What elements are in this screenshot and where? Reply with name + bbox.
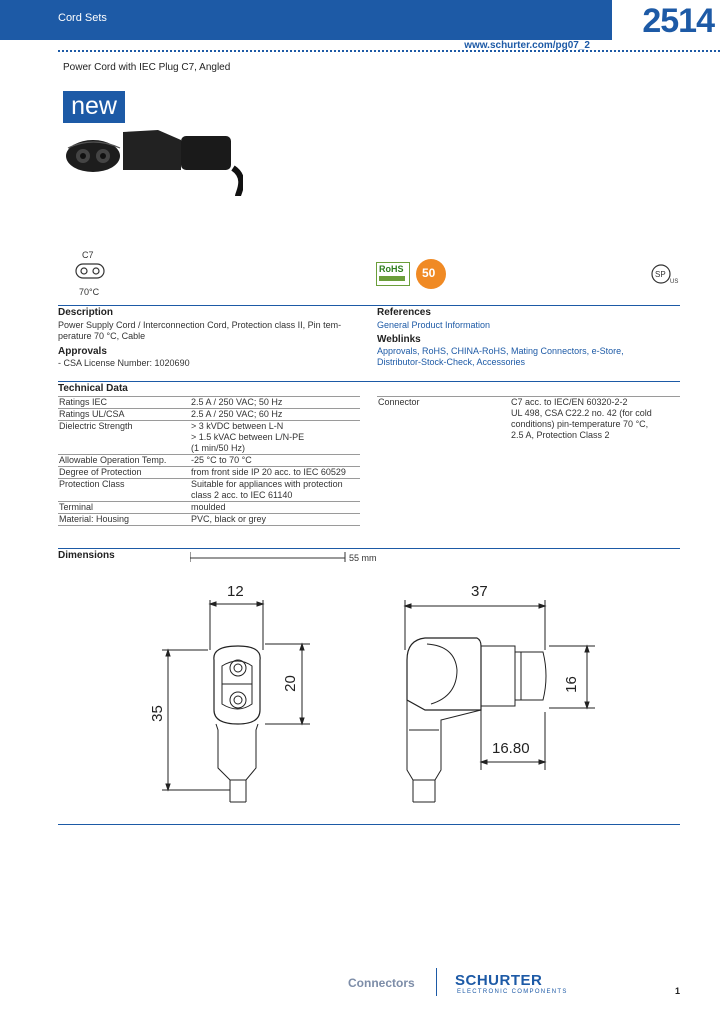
description-text: Power Supply Cord / Interconnection Cord, Protection class II, Pin tem- perature 70 °C, Cable <box>58 320 342 341</box>
tech-value: -25 °C to 70 °C <box>191 455 252 465</box>
approvals-text: - CSA License Number: 1020690 <box>58 358 190 368</box>
connector-code: C7 <box>82 250 94 260</box>
technical-data-table <box>58 396 360 526</box>
dim-side-offset: 16.80 <box>492 740 530 757</box>
dimensions-heading: Dimensions <box>58 550 115 561</box>
tech-value: > 3 kVDC between L-N > 1.5 kVAC between L/N-PE (1 min/50 Hz) <box>191 421 305 453</box>
tech-label: Protection Class <box>59 479 125 489</box>
dim-front-width: 12 <box>227 583 244 600</box>
references-heading: References <box>377 307 431 318</box>
product-number-box <box>612 0 720 40</box>
tech-value: 2.5 A / 250 VAC; 60 Hz <box>191 409 283 419</box>
tech-label: Terminal <box>59 502 94 512</box>
tech-value: from front side IP 20 acc. to IEC 60529 <box>191 467 346 477</box>
dim-side-height: 16 <box>562 676 580 693</box>
product-url-link[interactable]: www.schurter.com/pg07_2 <box>464 40 590 51</box>
front-view-drawing <box>150 580 320 810</box>
logo-subtitle: ELECTRONIC COMPONENTS <box>457 989 568 995</box>
eco-50-icon: 50 <box>416 259 446 289</box>
schurter-logo <box>455 972 585 998</box>
tech-value: Suitable for appliances with protection class 2 acc. to IEC 61140 <box>191 479 343 500</box>
section-divider <box>58 381 680 382</box>
tech-row <box>58 397 360 409</box>
csa-us-icon <box>649 263 679 285</box>
tech-label: Ratings UL/CSA <box>59 409 125 419</box>
connector-label: Connector <box>378 397 420 407</box>
tech-value: PVC, black or grey <box>191 514 267 524</box>
dim-front-height: 35 <box>148 705 166 722</box>
tech-label: Material: Housing <box>59 514 130 524</box>
tech-label: Allowable Operation Temp. <box>59 455 167 465</box>
scale-bar <box>190 549 350 563</box>
weblinks-heading: Weblinks <box>377 334 421 345</box>
weblinks-line-1[interactable]: Approvals, RoHS, CHINA-RoHS, Mating Connectors, e-Store, <box>377 346 624 356</box>
general-info-link[interactable]: General Product Information <box>377 320 491 330</box>
section-divider <box>58 548 680 549</box>
tech-value: moulded <box>191 502 226 512</box>
weblinks-line-2[interactable]: Distributor-Stock-Check, Accessories <box>377 357 526 367</box>
product-subtitle: Power Cord with IEC Plug C7, Angled <box>63 62 231 73</box>
header-bar <box>0 0 720 40</box>
svg-text:US: US <box>670 279 679 285</box>
product-photo <box>63 118 243 198</box>
c7-outlet-icon <box>75 263 105 279</box>
tech-row <box>58 502 360 514</box>
tech-row <box>58 409 360 421</box>
rohs-icon: RoHS <box>376 262 410 286</box>
temperature-rating: 70°C <box>79 287 100 297</box>
page-number: 1 <box>675 986 681 996</box>
description-heading: Description <box>58 307 114 318</box>
tech-row <box>58 421 360 455</box>
dim-front-inner: 20 <box>281 675 299 692</box>
new-badge: new <box>63 91 125 123</box>
side-view-drawing <box>395 580 610 810</box>
tech-label: Degree of Protection <box>59 467 142 477</box>
tech-row <box>58 479 360 502</box>
logo-name: SCHURTER <box>455 972 543 989</box>
footer-section-label: Connectors <box>348 976 415 990</box>
tech-row <box>58 514 360 526</box>
tech-label: Ratings IEC <box>59 397 108 407</box>
approvals-heading: Approvals <box>58 346 107 357</box>
scale-label: 55 mm <box>349 553 377 563</box>
category-label: Cord Sets <box>58 12 107 24</box>
connector-value: C7 acc. to IEC/EN 60320-2-2 UL 498, CSA C22.2 no. 42 (for cold conditions) pin-temperature 70 °C, 2.5 A, Protection Class 2 <box>511 397 652 440</box>
dim-side-length: 37 <box>471 583 488 600</box>
tech-label: Dielectric Strength <box>59 421 133 431</box>
tech-row <box>58 455 360 467</box>
section-divider <box>58 305 680 306</box>
product-number: 2514 <box>642 2 714 40</box>
url-rule <box>58 40 720 52</box>
svg-text:SP: SP <box>655 270 666 279</box>
tech-row <box>58 467 360 479</box>
tech-value: 2.5 A / 250 VAC; 50 Hz <box>191 397 283 407</box>
footer-divider <box>436 968 437 996</box>
section-divider <box>58 824 680 825</box>
technical-data-heading: Technical Data <box>58 383 128 394</box>
